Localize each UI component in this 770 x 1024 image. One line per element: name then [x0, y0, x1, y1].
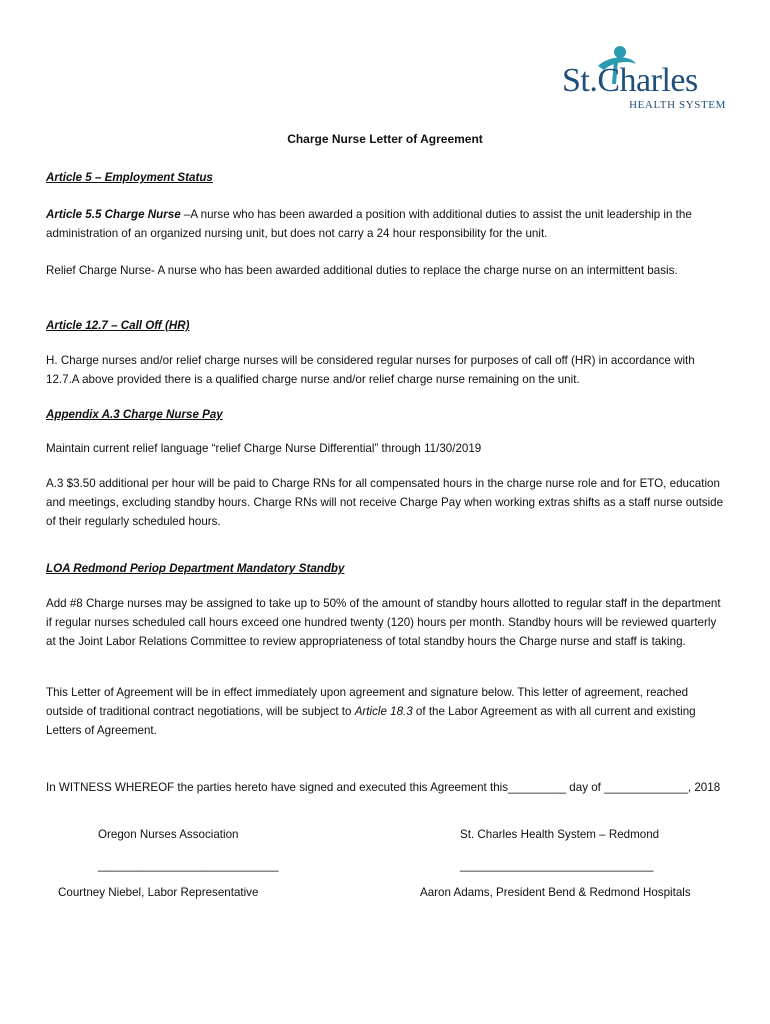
logo-subtitle: HEALTH SYSTEM: [629, 99, 726, 111]
loa-paragraph-1: Add #8 Charge nurses may be assigned to take up to 50% of the amount of standby hours allotted to regular staff in the department if regular nurses scheduled call hours exceed one hundred twenty (120) hours per month. Standby hours will be reviewed quarterly at the Joint Labor Relations Committee to review appropriateness of total standby hours the Charge nurse and staff is taking.: [46, 597, 721, 648]
signature-right-org: St. Charles Health System – Redmond: [460, 828, 660, 841]
loa-paragraph-2: [46, 683, 726, 740]
appendix-heading: Appendix A.3 Charge Nurse Pay: [46, 408, 223, 421]
article12-paragraph: H. Charge nurses and/or relief charge nurses will be considered regular nurses for purposes of call off (HR) in accordance with 12.7.A above provided there is a qualified charge nurse and/or relief charge nurse remaining on the unit.: [46, 354, 695, 386]
loa-p2-start: This Letter of Agreement will be in effect immediately upon agreement and signature below. This letter of agreement, reached outside of traditional contract negotiations, will be subject to: [46, 686, 689, 718]
article5-paragraph-2: Relief Charge Nurse- A nurse who has been awarded additional duties to replace the charge nurse on an intermittent basis.: [46, 264, 678, 277]
appendix-paragraph-1: Maintain current relief language “relief Charge Nurse Differential” through 11/30/2019: [46, 442, 482, 455]
st-charles-logo: [560, 44, 728, 116]
article5-heading: Article 5 – Employment Status: [46, 171, 213, 184]
loa-p2-end: of the Labor Agreement as with all current and existing Letters of Agreement.: [46, 705, 696, 737]
loa-heading: LOA Redmond Periop Department Mandatory Standby: [46, 562, 345, 575]
appendix-paragraph-2: A.3 $3.50 additional per hour will be paid to Charge RNs for all compensated hours in the charge nurse role and for ETO, education and meetings, excluding standby hours. Charge RNs will not receive Charge Pay when working extras shifts as a staff nurse outside of their regularly scheduled hours.: [46, 477, 724, 528]
signature-left-org: Oregon Nurses Association: [98, 828, 239, 841]
signature-right-line: ______________________________: [460, 859, 654, 872]
signature-left-name: Courtney Niebel, Labor Representative: [58, 886, 259, 899]
article5-text: –A nurse who has been awarded a position with additional duties to assist the unit leadership in the administration of an organized nursing unit, but does not carry a 24 hour responsibility for the unit.: [46, 208, 692, 240]
logo-brand-text: St.Charles: [562, 62, 698, 99]
signature-left-line: ____________________________: [98, 859, 279, 872]
document-title: Charge Nurse Letter of Agreement: [287, 132, 483, 146]
article-18-3-reference: Article 18.3: [354, 705, 413, 718]
witness-statement: In WITNESS WHEREOF the parties hereto have signed and executed this Agreement this_________ day of _____________, 2018: [46, 781, 721, 794]
signature-right-name: Aaron Adams, President Bend & Redmond Hospitals: [420, 886, 691, 899]
article12-heading: Article 12.7 – Call Off (HR): [46, 319, 190, 332]
article5-lead: Article 5.5 Charge Nurse: [46, 208, 181, 221]
article5-paragraph-1: [46, 205, 726, 243]
